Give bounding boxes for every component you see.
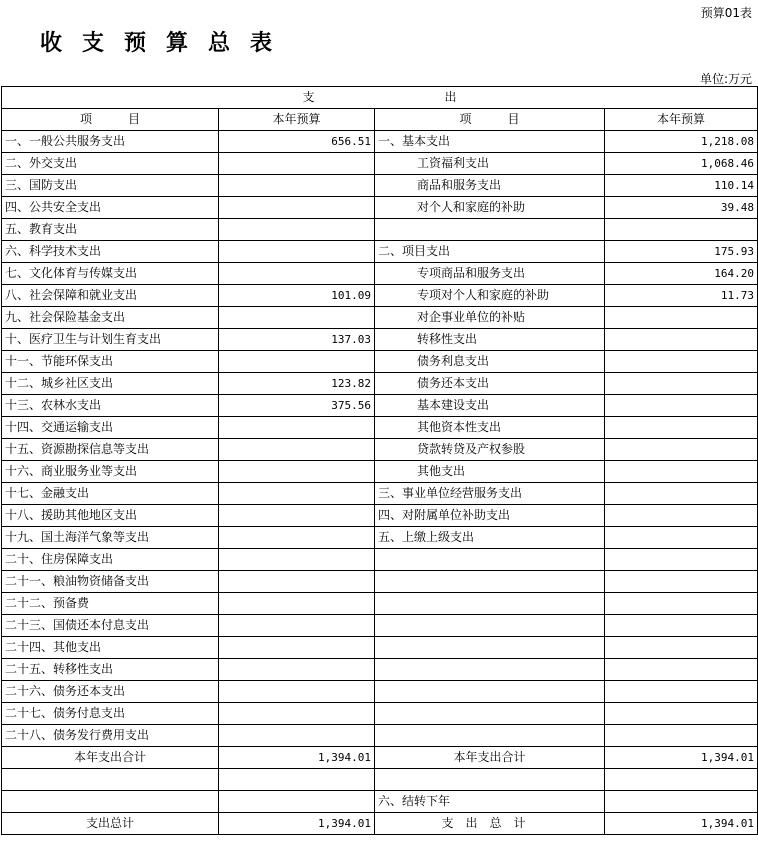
blank-cell <box>219 791 375 813</box>
left-item-cell: 九、社会保险基金支出 <box>2 307 219 329</box>
subtotal-value-right: 1,394.01 <box>605 747 758 769</box>
right-item-cell: 商品和服务支出 <box>375 175 605 197</box>
left-value-cell <box>219 659 375 681</box>
table-row <box>2 527 758 549</box>
table-row <box>2 197 758 219</box>
subtotal-label-right: 本年支出合计 <box>375 747 605 769</box>
table-row <box>2 461 758 483</box>
right-value-cell <box>605 659 758 681</box>
right-item-cell <box>375 571 605 593</box>
table-row <box>2 417 758 439</box>
right-value-cell: 164.20 <box>605 263 758 285</box>
right-item-cell: 四、对附属单位补助支出 <box>375 505 605 527</box>
table-row <box>2 725 758 747</box>
left-value-cell <box>219 703 375 725</box>
right-item-cell: 转移性支出 <box>375 329 605 351</box>
right-value-cell <box>605 681 758 703</box>
left-value-cell <box>219 725 375 747</box>
table-row <box>2 395 758 417</box>
group-header-row <box>2 87 758 109</box>
right-item-cell: 工资福利支出 <box>375 153 605 175</box>
right-item-cell <box>375 549 605 571</box>
total-label-right: 支出总计 <box>375 813 605 835</box>
left-value-cell: 137.03 <box>219 329 375 351</box>
table-row <box>2 241 758 263</box>
total-label-left: 支出总计 <box>2 813 219 835</box>
right-item-cell <box>375 219 605 241</box>
total-value-right: 1,394.01 <box>605 813 758 835</box>
total-value-left: 1,394.01 <box>219 813 375 835</box>
blank-cell <box>605 769 758 791</box>
left-value-cell <box>219 263 375 285</box>
left-item-cell: 五、教育支出 <box>2 219 219 241</box>
table-row <box>2 615 758 637</box>
left-item-cell: 十二、城乡社区支出 <box>2 373 219 395</box>
left-value-cell <box>219 307 375 329</box>
right-item-cell: 债务还本支出 <box>375 373 605 395</box>
left-item-cell: 四、公共安全支出 <box>2 197 219 219</box>
col-item-right: 项 目 <box>375 109 605 131</box>
left-item-cell: 二十、住房保障支出 <box>2 549 219 571</box>
left-value-cell <box>219 461 375 483</box>
left-item-cell: 二十七、债务付息支出 <box>2 703 219 725</box>
left-item-cell: 二、外交支出 <box>2 153 219 175</box>
right-value-cell <box>605 615 758 637</box>
left-value-cell <box>219 571 375 593</box>
left-value-cell: 656.51 <box>219 131 375 153</box>
table-row <box>2 373 758 395</box>
right-item-cell: 对企事业单位的补贴 <box>375 307 605 329</box>
right-value-cell <box>605 593 758 615</box>
right-value-cell <box>605 725 758 747</box>
right-item-cell: 专项商品和服务支出 <box>375 263 605 285</box>
table-row <box>2 637 758 659</box>
table-row <box>2 285 758 307</box>
right-item-cell: 专项对个人和家庭的补助 <box>375 285 605 307</box>
right-value-cell <box>605 351 758 373</box>
left-value-cell <box>219 527 375 549</box>
table-row <box>2 505 758 527</box>
column-header-row <box>2 109 758 131</box>
blank-row <box>2 769 758 791</box>
left-item-cell: 七、文化体育与传媒支出 <box>2 263 219 285</box>
left-item-cell: 十四、交通运输支出 <box>2 417 219 439</box>
table-row <box>2 175 758 197</box>
left-value-cell <box>219 549 375 571</box>
table-row <box>2 131 758 153</box>
subtotal-label-left: 本年支出合计 <box>2 747 219 769</box>
right-value-cell <box>605 549 758 571</box>
left-value-cell <box>219 175 375 197</box>
right-value-cell <box>605 505 758 527</box>
right-item-cell: 二、项目支出 <box>375 241 605 263</box>
right-value-cell <box>605 307 758 329</box>
left-value-cell <box>219 241 375 263</box>
left-value-cell <box>219 593 375 615</box>
table-row <box>2 703 758 725</box>
right-item-cell: 对个人和家庭的补助 <box>375 197 605 219</box>
right-value-cell <box>605 439 758 461</box>
right-item-cell: 其他支出 <box>375 461 605 483</box>
right-item-cell: 贷款转贷及产权参股 <box>375 439 605 461</box>
left-value-cell <box>219 505 375 527</box>
carry-forward-label: 六、结转下年 <box>375 791 605 813</box>
left-value-cell <box>219 681 375 703</box>
left-item-cell: 十九、国土海洋气象等支出 <box>2 527 219 549</box>
left-item-cell: 二十四、其他支出 <box>2 637 219 659</box>
left-value-cell <box>219 351 375 373</box>
left-item-cell: 二十五、转移性支出 <box>2 659 219 681</box>
right-value-cell: 1,218.08 <box>605 131 758 153</box>
table-row <box>2 439 758 461</box>
left-value-cell <box>219 483 375 505</box>
left-item-cell: 三、国防支出 <box>2 175 219 197</box>
left-value-cell <box>219 219 375 241</box>
table-row <box>2 681 758 703</box>
left-item-cell: 十一、节能环保支出 <box>2 351 219 373</box>
right-value-cell <box>605 703 758 725</box>
blank-cell <box>2 791 219 813</box>
left-item-cell: 八、社会保障和就业支出 <box>2 285 219 307</box>
left-item-cell: 二十三、国债还本付息支出 <box>2 615 219 637</box>
right-value-cell: 1,068.46 <box>605 153 758 175</box>
left-item-cell: 二十二、预备费 <box>2 593 219 615</box>
right-value-cell <box>605 219 758 241</box>
right-value-cell: 11.73 <box>605 285 758 307</box>
right-item-cell: 三、事业单位经营服务支出 <box>375 483 605 505</box>
left-item-cell: 十三、农林水支出 <box>2 395 219 417</box>
table-row <box>2 351 758 373</box>
subtotal-row <box>2 747 758 769</box>
group-header: 支出 <box>2 87 758 109</box>
right-item-cell <box>375 615 605 637</box>
left-value-cell: 123.82 <box>219 373 375 395</box>
table-row <box>2 329 758 351</box>
unit-label: 单位:万元 <box>699 72 752 86</box>
col-item-left: 项 目 <box>2 109 219 131</box>
col-budget-right: 本年预算 <box>605 109 758 131</box>
right-item-cell <box>375 703 605 725</box>
right-value-cell <box>605 483 758 505</box>
col-budget-left: 本年预算 <box>219 109 375 131</box>
left-value-cell <box>219 615 375 637</box>
budget-table <box>1 86 758 835</box>
table-row <box>2 219 758 241</box>
right-item-cell <box>375 593 605 615</box>
right-value-cell <box>605 417 758 439</box>
left-value-cell <box>219 637 375 659</box>
blank-cell <box>375 769 605 791</box>
right-item-cell: 一、基本支出 <box>375 131 605 153</box>
table-row <box>2 593 758 615</box>
right-value-cell <box>605 461 758 483</box>
table-row <box>2 483 758 505</box>
right-item-cell: 债务利息支出 <box>375 351 605 373</box>
right-item-cell <box>375 725 605 747</box>
left-item-cell: 一、一般公共服务支出 <box>2 131 219 153</box>
right-item-cell: 五、上缴上级支出 <box>375 527 605 549</box>
blank-cell <box>2 769 219 791</box>
right-item-cell: 其他资本性支出 <box>375 417 605 439</box>
page-title: 收支预算总表 <box>40 30 293 56</box>
right-value-cell <box>605 637 758 659</box>
left-item-cell: 十六、商业服务业等支出 <box>2 461 219 483</box>
left-item-cell: 十五、资源勘探信息等支出 <box>2 439 219 461</box>
left-value-cell <box>219 439 375 461</box>
table-row <box>2 571 758 593</box>
right-item-cell <box>375 637 605 659</box>
left-item-cell: 二十八、债务发行费用支出 <box>2 725 219 747</box>
table-row <box>2 307 758 329</box>
left-item-cell: 十、医疗卫生与计划生育支出 <box>2 329 219 351</box>
right-item-cell <box>375 659 605 681</box>
table-row <box>2 659 758 681</box>
right-value-cell: 175.93 <box>605 241 758 263</box>
left-item-cell: 二十一、粮油物资储备支出 <box>2 571 219 593</box>
table-row <box>2 549 758 571</box>
right-item-cell: 基本建设支出 <box>375 395 605 417</box>
left-item-cell: 二十六、债务还本支出 <box>2 681 219 703</box>
left-item-cell: 六、科学技术支出 <box>2 241 219 263</box>
right-value-cell <box>605 395 758 417</box>
left-value-cell: 101.09 <box>219 285 375 307</box>
left-value-cell: 375.56 <box>219 395 375 417</box>
left-item-cell: 十八、援助其他地区支出 <box>2 505 219 527</box>
table-row <box>2 153 758 175</box>
right-value-cell: 110.14 <box>605 175 758 197</box>
table-row <box>2 263 758 285</box>
subtotal-value-left: 1,394.01 <box>219 747 375 769</box>
right-value-cell <box>605 329 758 351</box>
left-item-cell: 十七、金融支出 <box>2 483 219 505</box>
form-number: 预算01表 <box>700 6 752 20</box>
carry-forward-row <box>2 791 758 813</box>
right-value-cell <box>605 571 758 593</box>
blank-cell <box>219 769 375 791</box>
left-value-cell <box>219 153 375 175</box>
total-row <box>2 813 758 835</box>
left-value-cell <box>219 417 375 439</box>
left-value-cell <box>219 197 375 219</box>
right-value-cell <box>605 527 758 549</box>
right-value-cell <box>605 373 758 395</box>
right-item-cell <box>375 681 605 703</box>
right-value-cell: 39.48 <box>605 197 758 219</box>
blank-cell <box>605 791 758 813</box>
